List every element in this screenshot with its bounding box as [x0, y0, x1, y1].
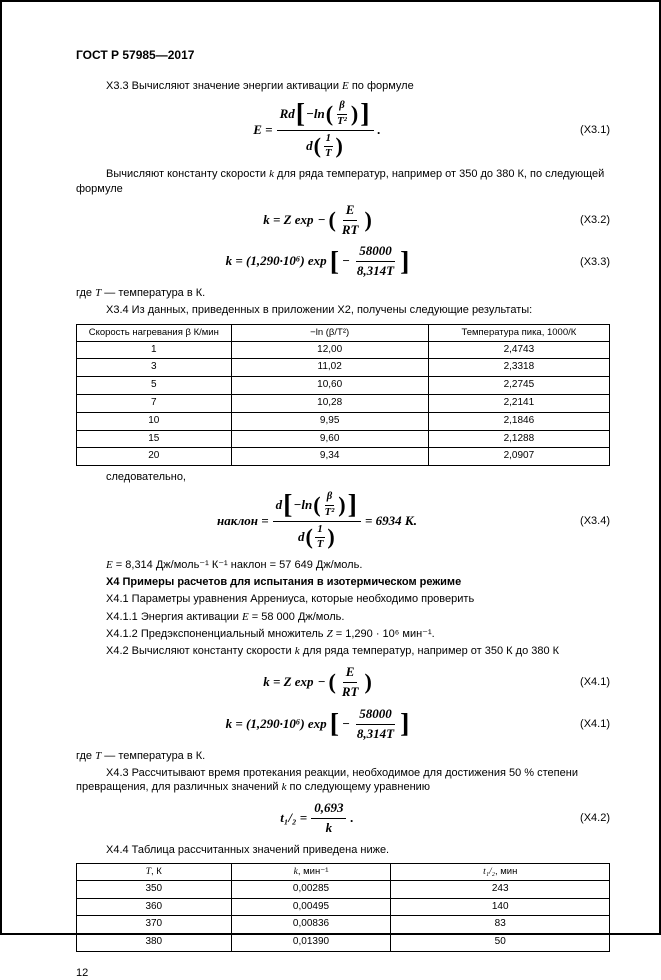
- column-header-temperature: [77, 863, 232, 880]
- paragraph-x4-1-2: [76, 627, 610, 641]
- numerator: [273, 491, 361, 522]
- eq-term: T: [325, 148, 332, 160]
- column-header-ln-beta-t2: −ln (β/T²): [231, 324, 428, 341]
- table-row: [77, 898, 610, 916]
- text-run: — температура в К.: [101, 287, 206, 300]
- eq-term: −ln: [306, 105, 325, 121]
- eq-term: T: [316, 539, 324, 551]
- fraction-beta-tsq: [335, 100, 349, 128]
- cell: 20: [77, 448, 232, 466]
- numerator: [343, 203, 358, 221]
- eq-lhs: наклон =: [217, 512, 269, 528]
- numerator: [356, 707, 395, 725]
- table-row: [77, 880, 610, 898]
- eq-term: 1: [325, 132, 331, 144]
- denominator: [354, 725, 397, 742]
- variable-k: k: [269, 168, 274, 181]
- cell: 3: [77, 359, 232, 377]
- denominator: [303, 131, 347, 161]
- cell: 2,2141: [428, 395, 609, 413]
- formula-arrhenius-numeric: [76, 707, 558, 742]
- eq-term: RT: [341, 683, 359, 699]
- left-bracket: [: [329, 708, 339, 740]
- cell: 9,34: [231, 448, 428, 466]
- left-bracket: [: [295, 98, 306, 130]
- right-paren: ): [327, 524, 335, 550]
- denominator: [339, 221, 362, 238]
- paragraph-x4-2: [76, 644, 610, 658]
- text-run: = 1,290 · 10⁶ мин⁻¹.: [332, 627, 435, 640]
- cell: 370: [77, 916, 232, 934]
- eq-term: k: [325, 819, 333, 835]
- cell: 2,2745: [428, 377, 609, 395]
- cell: 0,00495: [231, 898, 391, 916]
- text-run: Х4.1.1 Энергия активации: [106, 610, 242, 623]
- table-row: [77, 430, 610, 448]
- paragraph-x4-4: Х4.4 Таблица рассчитанных значений приведена ниже.: [106, 843, 390, 856]
- variable-T: T: [145, 866, 152, 877]
- column-header-rate-constant: [231, 863, 391, 880]
- variable-T: T: [95, 749, 102, 762]
- variable-k: k: [281, 780, 287, 793]
- denominator: [323, 506, 337, 519]
- table-row: [77, 916, 610, 934]
- text-run: — температура в К.: [101, 749, 206, 762]
- numerator: [324, 133, 333, 147]
- right-paren: ): [350, 100, 359, 126]
- eq-term: β: [326, 491, 333, 503]
- cell: 350: [77, 880, 232, 898]
- cell: 2,1288: [428, 430, 609, 448]
- minus-sign: −: [342, 715, 350, 731]
- page-number: 12: [76, 967, 89, 980]
- paragraph-where-t: [76, 286, 610, 300]
- eq-lhs: k = (1,290·10⁶) exp: [225, 715, 327, 731]
- denominator: [335, 115, 349, 128]
- right-bracket: ]: [400, 246, 410, 278]
- denominator: [339, 683, 362, 700]
- text-run: Х3.3 Вычисляют значение энергии активации: [106, 80, 343, 93]
- fraction-e-rt: [339, 203, 362, 238]
- eq-term: E: [345, 201, 355, 217]
- left-paren: (: [313, 491, 321, 517]
- table-row: [77, 377, 610, 395]
- fraction: [354, 244, 397, 279]
- cell: 360: [77, 898, 232, 916]
- text-run: по формуле: [348, 80, 414, 93]
- paragraph-x4-1-1: [76, 610, 610, 624]
- text-run: где: [76, 749, 96, 762]
- fraction-e-rt: [339, 665, 362, 700]
- formula-arrhenius: [76, 203, 558, 238]
- table-row: [77, 412, 610, 430]
- equation-number: (Х3.3): [580, 255, 610, 268]
- right-bracket: ]: [400, 708, 410, 740]
- left-paren: (: [325, 100, 334, 126]
- variable-k: k: [294, 644, 300, 657]
- equation-number: (Х3.4): [580, 515, 610, 528]
- eq-term: β: [339, 100, 345, 112]
- cell: 10,60: [231, 377, 428, 395]
- formula-energy-activation: [76, 100, 558, 160]
- eq-term: 1: [317, 523, 323, 535]
- eq-term: d: [306, 138, 313, 154]
- variable-Z: Z: [326, 627, 333, 640]
- equation-x3-1: [76, 100, 610, 160]
- cell: 380: [77, 934, 232, 952]
- cell: 2,1846: [428, 412, 609, 430]
- equation-number: (Х4.1): [580, 676, 610, 689]
- equation-x3-2: [76, 203, 610, 238]
- equation-number: (Х4.1): [580, 718, 610, 731]
- text-run: = 8,314 Дж/моль⁻¹ К⁻¹ наклон = 57 649 Дж/моль.: [112, 559, 363, 572]
- variable-k: k: [293, 866, 298, 877]
- eq-term: 8,314T: [356, 725, 395, 741]
- paragraph-x4-1: Х4.1 Параметры уравнения Аррениуса, которые необходимо проверить: [106, 593, 475, 606]
- cell: 2,3318: [428, 359, 609, 377]
- eq-term: d: [297, 529, 305, 545]
- text-run: , К: [151, 865, 162, 877]
- text-run: где: [76, 287, 96, 300]
- cell: 9,60: [231, 430, 428, 448]
- cell: 0,00836: [231, 916, 391, 934]
- paragraph-therefore: следовательно,: [106, 471, 186, 484]
- equation-x3-4: [76, 491, 610, 551]
- calculated-values-table: [76, 863, 610, 952]
- fraction: [354, 707, 397, 742]
- denominator: [295, 522, 339, 552]
- text-run: для ряда температур, например от 350 К до 380 К: [299, 644, 560, 657]
- equation-number: (Х3.2): [580, 213, 610, 226]
- eq-term: E: [345, 663, 355, 679]
- fraction-beta-tsq: [323, 491, 337, 519]
- cell: 50: [391, 934, 610, 952]
- cell: 12,00: [231, 341, 428, 359]
- equation-x3-3: [76, 244, 610, 279]
- paragraph-where-t: [76, 749, 610, 763]
- eq-term: −ln: [293, 496, 313, 512]
- eq-result: = 6934 К.: [364, 512, 417, 528]
- fraction-one-t: [315, 524, 326, 552]
- paragraph-x3-3: [76, 79, 610, 93]
- cell: 11,02: [231, 359, 428, 377]
- numerator: [356, 244, 395, 262]
- equation-x4-1b: [76, 707, 610, 742]
- left-bracket: [: [329, 246, 339, 278]
- table-row: [77, 395, 610, 413]
- eq-term: 58000: [359, 243, 392, 259]
- fraction: [273, 491, 361, 551]
- minus-sign: −: [317, 673, 326, 689]
- minus-sign: −: [317, 211, 326, 227]
- text-run: Х4.3 Рассчитывают время протекания реакции, необходимое для достижения 50 % степени превращения, для различных значений: [76, 766, 578, 793]
- cell: 1: [77, 341, 232, 359]
- paragraph-e-result: [76, 558, 610, 572]
- eq-term: d: [275, 496, 283, 512]
- paragraph-x3-4: Х3.4 Из данных, приведенных в приложении Х2, получены следующие результаты:: [106, 304, 533, 317]
- formula-half-time: [76, 801, 558, 836]
- eq-lhs: k = Z exp: [263, 211, 314, 227]
- text-run: , мин: [494, 865, 518, 877]
- left-paren: (: [305, 524, 313, 550]
- table-row: [77, 359, 610, 377]
- formula-arrhenius-numeric: [76, 244, 558, 279]
- eq-term: 8,314T: [356, 263, 395, 279]
- denominator: [315, 538, 326, 551]
- section-heading-x4: Х4 Примеры расчетов для испытания в изотермическом режиме: [106, 576, 462, 589]
- variable-E: E: [241, 610, 249, 623]
- cell: 5: [77, 377, 232, 395]
- eq-term: RT: [341, 221, 359, 237]
- right-bracket: ]: [347, 489, 357, 521]
- text-run: по следующему уравнению: [286, 780, 431, 793]
- table-header-row: [77, 863, 610, 880]
- equation-x4-2: [76, 801, 610, 836]
- paragraph-x4-3: [76, 766, 610, 794]
- cell: 2,4743: [428, 341, 609, 359]
- cell: 10: [77, 412, 232, 430]
- text-run: , мин⁻¹: [297, 865, 329, 877]
- right-paren: ): [335, 133, 343, 159]
- cell: 15: [77, 430, 232, 448]
- doc-code-header: ГОСТ Р 57985—2017: [76, 48, 195, 62]
- fraction-one-t: [323, 133, 334, 161]
- text-run: Х4.2 Вычисляют константу скорости: [106, 644, 295, 657]
- numerator: [311, 801, 346, 819]
- eq-period: .: [377, 121, 381, 137]
- column-header-half-time: [391, 863, 610, 880]
- variable-t-half: t₁/₂: [483, 866, 495, 877]
- text-run: Х4.1.2 Предэкспоненциальный множитель: [106, 627, 327, 640]
- numerator: [277, 100, 374, 131]
- right-bracket: ]: [360, 98, 370, 130]
- eq-period: .: [350, 809, 354, 825]
- numerator: [325, 491, 334, 505]
- eq-term: T²: [337, 115, 347, 127]
- right-paren: ): [364, 668, 372, 694]
- table-row: [77, 341, 610, 359]
- numerator: [337, 100, 346, 114]
- left-paren: (: [313, 133, 322, 159]
- left-paren: (: [328, 206, 336, 232]
- variable-T: T: [95, 287, 102, 300]
- table-header-row: [77, 324, 610, 341]
- eq-term: 0,693: [314, 799, 344, 815]
- text-run: Вычисляют константу скорости: [106, 168, 270, 181]
- column-header-peak-temperature: Температура пика, 1000/К: [428, 324, 609, 341]
- eq-term: T²: [324, 506, 335, 518]
- table-row: [77, 448, 610, 466]
- formula-slope: [76, 491, 558, 551]
- eq-lhs: k = Z exp: [263, 673, 314, 689]
- denominator: [323, 147, 334, 160]
- right-paren: ): [338, 491, 346, 517]
- cell: 140: [391, 898, 610, 916]
- fraction: [277, 100, 374, 160]
- cell: 83: [391, 916, 610, 934]
- equation-number: (Х4.2): [580, 812, 610, 825]
- numerator: [343, 665, 358, 683]
- denominator: [323, 819, 336, 836]
- cell: 7: [77, 395, 232, 413]
- heating-rate-table: [76, 324, 610, 467]
- denominator: [354, 262, 397, 279]
- eq-lhs: E =: [253, 121, 273, 137]
- eq-lhs: k = (1,290·10⁶) exp: [225, 253, 327, 269]
- cell: 0,00285: [231, 880, 391, 898]
- cell: 243: [391, 880, 610, 898]
- cell: 2,0907: [428, 448, 609, 466]
- eq-lhs: t₁/₂ =: [280, 809, 308, 825]
- left-paren: (: [328, 668, 336, 694]
- cell: 10,28: [231, 395, 428, 413]
- left-bracket: [: [283, 489, 293, 521]
- text-run: для ряда температур, например от 350 до 380 К, по следующей формуле: [76, 168, 605, 195]
- cell: 9,95: [231, 412, 428, 430]
- eq-term: Rd: [279, 105, 295, 121]
- minus-sign: −: [342, 253, 350, 269]
- variable-E: E: [106, 559, 113, 572]
- variable-E: E: [342, 80, 349, 93]
- numerator: [315, 524, 324, 538]
- text-run: = 58 000 Дж/моль.: [248, 610, 345, 623]
- eq-term: 58000: [359, 705, 392, 721]
- equation-number: (Х3.1): [580, 124, 610, 137]
- table-row: [77, 934, 610, 952]
- cell: 0,01390: [231, 934, 391, 952]
- fraction: [311, 801, 346, 836]
- equation-x4-1a: [76, 665, 610, 700]
- right-paren: ): [364, 206, 372, 232]
- column-header-heating-rate: Скорость нагревания β К/мин: [77, 324, 232, 341]
- formula-arrhenius: [76, 665, 558, 700]
- paragraph-rate-constant: [76, 167, 610, 195]
